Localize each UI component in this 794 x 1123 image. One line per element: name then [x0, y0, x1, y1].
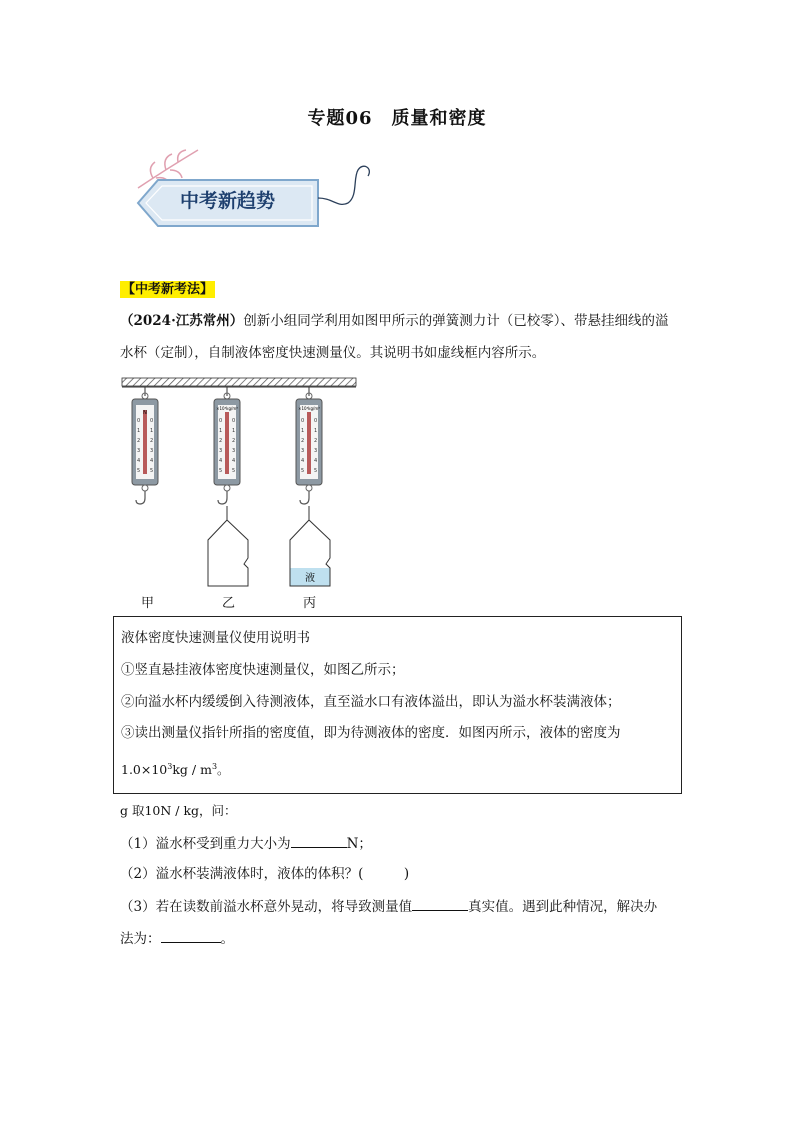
svg-text:0: 0: [232, 418, 236, 424]
svg-text:4: 4: [301, 458, 305, 464]
manual-step-2: ②向溢水杯内缓缓倒入待测液体，直至溢水口有液体溢出，即认为溢水杯装满液体；: [121, 694, 621, 710]
svg-text:3: 3: [314, 448, 318, 454]
figure-label-jia: 甲: [141, 596, 155, 611]
svg-text:5: 5: [232, 468, 236, 474]
svg-text:5: 5: [314, 468, 318, 474]
svg-text:2: 2: [232, 438, 236, 444]
svg-text:3: 3: [301, 448, 305, 454]
svg-text:0: 0: [219, 418, 223, 424]
instruction-box: [113, 616, 682, 794]
svg-text:4: 4: [150, 458, 154, 464]
svg-text:3: 3: [137, 448, 141, 454]
svg-text:2: 2: [219, 438, 223, 444]
svg-text:0: 0: [150, 418, 154, 424]
svg-text:1: 1: [301, 428, 305, 434]
question-3: （3）若在读数前溢水杯意外晃动，将导致测量值 真实值。遇到此种情况，解决办: [120, 896, 657, 917]
svg-text:1: 1: [219, 428, 223, 434]
svg-text:3: 3: [150, 448, 154, 454]
svg-text:5: 5: [150, 468, 154, 474]
answer-blank-3a[interactable]: [412, 896, 468, 911]
liquid-label: 液: [305, 573, 315, 584]
svg-text:4: 4: [219, 458, 223, 464]
svg-text:2: 2: [314, 438, 318, 444]
manual-step-1: ①竖直悬挂液体密度快速测量仪，如图乙所示；: [121, 662, 405, 678]
question-1: （1）溢水杯受到重力大小为 N；: [120, 833, 372, 854]
svg-text:5: 5: [219, 468, 223, 474]
answer-blank-3b[interactable]: [161, 928, 221, 943]
intro-line-2: 水杯（定制），自制液体密度快速测量仪。其说明书如虚线框内容所示。: [120, 345, 546, 361]
intro-line-1: （2024·江苏常州）创新小组同学利用如图甲所示的弹簧测力计（已校零）、带悬挂细线的溢: [120, 313, 669, 329]
svg-text:×10³kg/m³: ×10³kg/m³: [298, 406, 320, 411]
figure-label-bing: 丙: [303, 596, 317, 611]
figure-label-yi: 乙: [222, 596, 236, 611]
svg-text:2: 2: [137, 438, 141, 444]
spring-scale-yi: [208, 387, 248, 586]
svg-text:4: 4: [232, 458, 236, 464]
svg-text:4: 4: [137, 458, 141, 464]
svg-text:0: 0: [301, 418, 305, 424]
svg-text:5: 5: [301, 468, 305, 474]
question-2: （2）溢水杯装满液体时，液体的体积？( ): [120, 866, 410, 882]
svg-text:1: 1: [314, 428, 318, 434]
svg-text:1: 1: [232, 428, 236, 434]
svg-text:1: 1: [137, 428, 141, 434]
spring-scale-figure: [118, 372, 358, 612]
svg-text:3: 3: [232, 448, 236, 454]
manual-density-value: $1.0\times 10^3kg / m^3$。: [121, 762, 230, 778]
section-tag: 【中考新考法】: [122, 282, 214, 297]
svg-text:0: 0: [314, 418, 318, 424]
answer-blank-1[interactable]: [291, 833, 347, 848]
svg-text:3: 3: [219, 448, 223, 454]
given-condition: g 取10N / kg，问：: [120, 803, 237, 818]
svg-text:×10³kg/m³: ×10³kg/m³: [216, 406, 238, 411]
manual-step-3: ③读出测量仪指针所指的密度值，即为待测液体的密度．如图丙所示，液体的密度为: [121, 725, 621, 741]
svg-text:4: 4: [314, 458, 318, 464]
string-curl-icon: [318, 166, 369, 204]
svg-text:1: 1: [150, 428, 154, 434]
svg-text:0: 0: [137, 418, 141, 424]
manual-heading: 液体密度快速测量仪使用说明书: [121, 630, 310, 646]
question-3-line-2: 法为： 。: [120, 928, 234, 949]
svg-text:N: N: [143, 410, 147, 416]
svg-text:2: 2: [150, 438, 154, 444]
svg-text:2: 2: [301, 438, 305, 444]
svg-text:5: 5: [137, 468, 141, 474]
question-source: （2024·江苏常州）: [120, 313, 244, 329]
page-title: 专题06 质量和密度: [307, 108, 487, 129]
spring-scale-bing: [290, 387, 330, 586]
spring-scale-jia: [132, 387, 158, 504]
banner-title: 中考新趋势: [180, 190, 276, 212]
